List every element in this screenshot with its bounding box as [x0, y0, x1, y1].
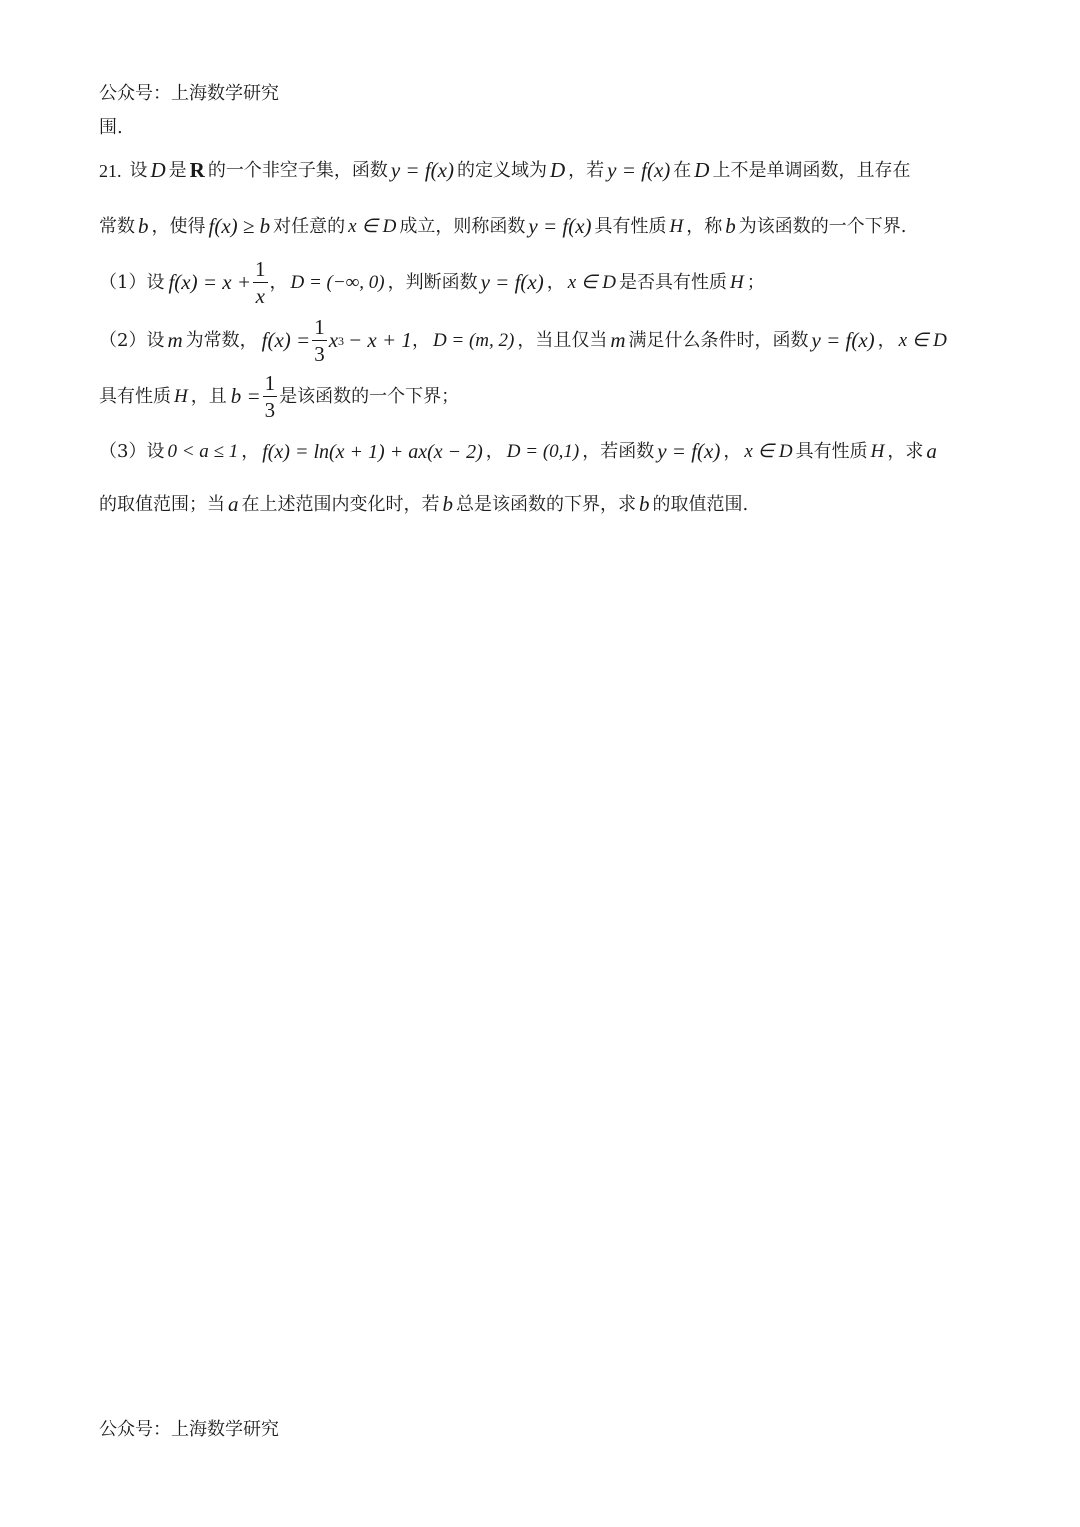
math-m: m	[167, 328, 183, 353]
text: 上不是单调函数，且存在	[712, 159, 911, 181]
text: 为该函数的一个下界.	[738, 215, 907, 237]
part-3-label: （3）设	[99, 440, 165, 462]
math-b-eq: b =	[230, 384, 261, 409]
math-b: b	[725, 214, 736, 238]
text: 的取值范围；当	[99, 493, 225, 515]
math-D: D	[150, 158, 166, 182]
text: 是	[168, 159, 187, 181]
math-D: D	[694, 158, 710, 182]
part-2-line-2	[99, 372, 459, 421]
text: 的定义域为	[456, 159, 547, 181]
math-rest: − x + 1	[348, 328, 412, 353]
math-x-in-D: x ∈ D	[567, 272, 616, 294]
math-y-eq-fx: y = f(x)	[607, 158, 671, 182]
problem-21-line-1	[99, 160, 910, 181]
math-y-eq-fx: y = f(x)	[528, 214, 592, 238]
text: ，若函数	[582, 440, 655, 462]
math-b: b	[138, 214, 149, 238]
math-condition: 0 < a ≤ 1	[167, 441, 239, 462]
math-y-eq-fx: y = f(x)	[811, 328, 875, 353]
math-y-eq-fx: y = f(x)	[657, 439, 721, 463]
text: ，	[723, 440, 742, 462]
math-x: x	[328, 328, 339, 353]
problem-21-line-2	[99, 216, 907, 237]
part-2-line-1	[99, 316, 950, 365]
text: 满足什么条件时，函数	[628, 329, 809, 351]
text: 常数	[99, 215, 135, 237]
math-domain: D = (m, 2)	[432, 330, 515, 352]
text: 成立，则称函数	[399, 215, 526, 237]
text: 具有性质	[594, 215, 667, 237]
text: ，当且仅当	[517, 329, 608, 351]
part-2-label: （2）设	[99, 329, 165, 351]
text: ，判断函数	[387, 271, 478, 293]
math-H: H	[870, 441, 885, 462]
part-1	[99, 258, 765, 307]
text: 具有性质	[99, 385, 171, 407]
math-x-in-D: x ∈ D	[744, 441, 793, 462]
math-domain: D = (0,1)	[506, 441, 580, 462]
fraction-denominator: 3	[264, 398, 276, 423]
text: 是该函数的一个下界；	[279, 385, 460, 407]
math-b: b	[639, 492, 650, 516]
math-m: m	[610, 328, 626, 353]
math-R: R	[189, 158, 205, 182]
math-x-in-D: x ∈ D	[898, 330, 947, 352]
text: ，若	[568, 159, 605, 181]
fraction-numerator: 1	[264, 371, 276, 395]
math-f-definition: f(x) =	[261, 328, 311, 353]
text: ，且	[190, 385, 227, 407]
fraction-denominator: x	[255, 284, 265, 309]
text: ，使得	[151, 215, 206, 237]
part-3-line-2	[99, 494, 748, 515]
page-footer: 公众号：上海数学研究	[99, 1419, 279, 1440]
fraction-denominator: 3	[314, 342, 325, 367]
math-exponent: 3	[338, 333, 345, 348]
math-D: D	[549, 158, 566, 182]
text: 为常数，	[185, 329, 258, 351]
math-b: b	[442, 492, 453, 516]
math-domain: D = (−∞, 0)	[290, 272, 385, 294]
math-a: a	[926, 439, 937, 463]
math-x-in-D: x ∈ D	[348, 216, 397, 237]
fraction-1-over-3	[263, 372, 278, 421]
previous-problem-tail: 围.	[99, 117, 123, 138]
math-y-eq-fx: y = f(x)	[390, 158, 454, 182]
text: 的取值范围.	[652, 493, 749, 515]
part-1-label: （1）设	[99, 271, 165, 293]
math-f-definition: f(x) = x +	[168, 270, 252, 295]
text: ；	[746, 271, 765, 293]
text: 在	[673, 159, 692, 181]
text: 对任意的	[273, 215, 346, 237]
text: 在上述范围内变化时，若	[241, 493, 440, 515]
math-H: H	[669, 216, 684, 237]
math-H: H	[729, 272, 744, 294]
fraction-1-over-x	[253, 258, 268, 307]
problem-number: 21.	[99, 160, 122, 181]
fraction-1-over-3	[312, 316, 327, 365]
fraction-numerator: 1	[314, 315, 325, 339]
fraction-numerator: 1	[255, 257, 266, 281]
math-fx-geq-b: f(x) ≥ b	[208, 214, 271, 238]
text: ，	[411, 329, 430, 351]
text: 总是该函数的下界，求	[456, 493, 636, 515]
text: ，	[877, 329, 896, 351]
text: ，	[269, 271, 288, 293]
text: 是否具有性质	[618, 271, 727, 293]
text: 设	[129, 159, 148, 181]
text: ，	[485, 440, 504, 462]
text: ，称	[686, 215, 723, 237]
text: 的一个非空子集，函数	[207, 159, 388, 181]
page-header: 公众号：上海数学研究	[99, 83, 279, 104]
text: ，	[241, 440, 260, 462]
math-y-eq-fx: y = f(x)	[480, 270, 544, 295]
math-a: a	[228, 492, 239, 516]
math-f-definition: f(x) = ln(x + 1) + ax(x − 2)	[262, 440, 483, 463]
text: ，	[546, 271, 565, 293]
math-H: H	[174, 386, 188, 408]
text: ，求	[887, 440, 924, 462]
part-3-line-1	[99, 441, 940, 462]
text: 具有性质	[795, 440, 868, 462]
